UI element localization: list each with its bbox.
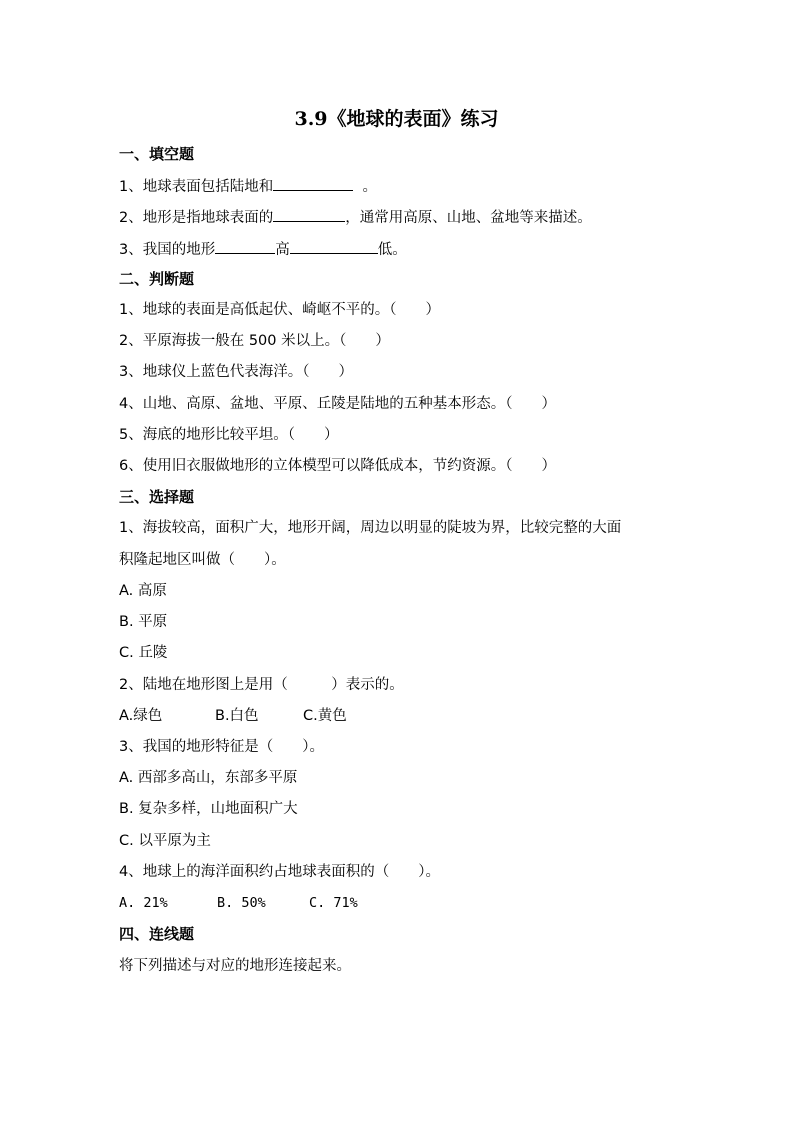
section-heading-true-false: 二、判断题 — [119, 270, 195, 288]
fill-question-2-text: 2、地形是指地球表面的 — [119, 210, 274, 226]
choice-option: A. 21% — [119, 895, 168, 911]
judge-question: 4、山地、高原、盆地、平原、丘陵是陆地的五种基本形态。（ ） — [119, 396, 556, 412]
choice-option: C. 以平原为主 — [119, 833, 211, 849]
fill-question-1-text: 1、地球表面包括陆地和 — [119, 179, 274, 195]
choice-question-1-line1: 1、海拔较高，面积广大，地形开阔，周边以明显的陡坡为界，比较完整的大面 — [119, 520, 622, 536]
answer-blank[interactable] — [290, 238, 378, 254]
judge-question: 1、地球的表面是高低起伏、崎岖不平的。（ ） — [119, 302, 440, 318]
choice-option: B. 平原 — [119, 614, 168, 630]
fill-question-3 — [119, 238, 407, 260]
choice-options-row — [119, 706, 347, 726]
answer-blank[interactable] — [273, 175, 353, 191]
choice-question-1-line2: 积隆起地区叫做（ ）。 — [119, 552, 286, 568]
fill-question-3-tail: 低。 — [377, 242, 407, 258]
section-heading-multiple-choice: 三、选择题 — [119, 488, 195, 506]
choice-option: B. 50% — [217, 895, 266, 911]
choice-option: C. 丘陵 — [119, 645, 168, 661]
page-title: 3.9《地球的表面》练习 — [294, 108, 499, 130]
fill-question-1-tail: 。 — [362, 179, 377, 195]
choice-option: B.白色 — [215, 708, 259, 724]
answer-blank[interactable] — [273, 206, 345, 222]
choice-question-3: 3、我国的地形特征是（ ）。 — [119, 739, 324, 755]
fill-question-3-mid: 高 — [275, 242, 290, 258]
choice-option: C.黄色 — [303, 708, 347, 724]
fill-question-1 — [119, 175, 377, 197]
choice-option: C. 71% — [309, 895, 358, 911]
fill-question-2-tail: ，通常用高原、山地、盆地等来描述。 — [345, 210, 592, 226]
answer-blank[interactable] — [215, 238, 275, 254]
choice-option: A. 高原 — [119, 583, 167, 599]
fill-question-3-text: 3、我国的地形 — [119, 242, 216, 258]
choice-question-2: 2、陆地在地形图上是用（ ）表示的。 — [119, 677, 404, 693]
fill-question-2 — [119, 206, 592, 228]
choice-question-4: 4、地球上的海洋面积约占地球表面积的（ ）。 — [119, 864, 440, 880]
choice-option: B. 复杂多样，山地面积广大 — [119, 801, 298, 817]
section-heading-matching: 四、连线题 — [119, 925, 195, 943]
judge-question: 6、使用旧衣服做地形的立体模型可以降低成本，节约资源。（ ） — [119, 458, 556, 474]
judge-question: 5、海底的地形比较平坦。（ ） — [119, 427, 339, 443]
section-heading-fill-blank: 一、填空题 — [119, 145, 195, 163]
judge-question: 3、地球仪上蓝色代表海洋。（ ） — [119, 364, 353, 380]
choice-options-row — [119, 893, 358, 913]
choice-option: A. 西部多高山，东部多平原 — [119, 770, 298, 786]
matching-instruction: 将下列描述与对应的地形连接起来。 — [119, 958, 351, 974]
judge-question: 2、平原海拔一般在 500 米以上。（ ） — [119, 333, 390, 349]
choice-option: A.绿色 — [119, 708, 163, 724]
